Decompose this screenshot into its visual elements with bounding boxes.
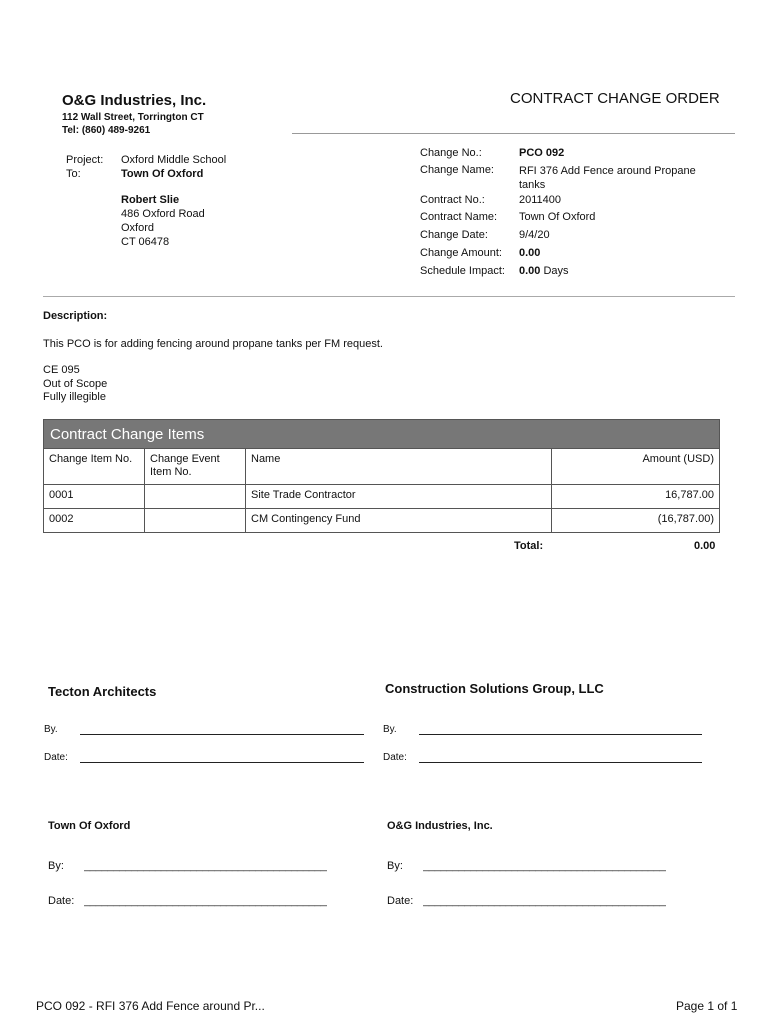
date-line[interactable] bbox=[80, 762, 364, 763]
contact-address-3: CT 06478 bbox=[121, 236, 170, 248]
change-name-value-line1: RFI 376 Add Fence around Propane bbox=[519, 165, 696, 177]
total-value: 0.00 bbox=[694, 540, 716, 552]
signatory-og-industries: O&G Industries, Inc. bbox=[387, 820, 493, 832]
signature-line[interactable] bbox=[419, 734, 702, 735]
contact-address-2: Oxford bbox=[121, 222, 155, 234]
header-divider bbox=[292, 133, 735, 134]
signatory-town-of-oxford: Town Of Oxford bbox=[48, 820, 131, 832]
date-label: Date: bbox=[387, 895, 414, 907]
footer-document-name: PCO 092 - RFI 376 Add Fence around Pr... bbox=[36, 999, 265, 1013]
schedule-impact-label: Schedule Impact: bbox=[420, 265, 505, 277]
date-label: Date: bbox=[44, 752, 68, 763]
section-divider bbox=[43, 296, 735, 297]
items-table-title: Contract Change Items bbox=[44, 420, 720, 449]
change-info-block bbox=[420, 147, 719, 283]
date-label: Date: bbox=[383, 752, 407, 763]
project-label: Project: bbox=[66, 154, 104, 166]
table-row bbox=[44, 509, 720, 533]
item-no: 0001 bbox=[44, 485, 145, 509]
by-label: By: bbox=[387, 860, 403, 872]
signatory-tecton: Tecton Architects bbox=[48, 684, 157, 699]
note-line: Out of Scope bbox=[43, 377, 108, 390]
col-header-change-event-line1: Change Event bbox=[150, 453, 220, 465]
signature-line[interactable]: _________________________________________ bbox=[84, 860, 327, 872]
document-title: CONTRACT CHANGE ORDER bbox=[510, 90, 720, 107]
date-label: Date: bbox=[48, 895, 75, 907]
change-items-table bbox=[43, 419, 720, 533]
footer-page-number: Page 1 of 1 bbox=[676, 999, 738, 1013]
telephone-line: Tel: (860) 489-9261 bbox=[62, 125, 151, 136]
col-header-change-item-no: Change Item No. bbox=[44, 449, 145, 485]
contact-name: Robert Slie bbox=[121, 194, 180, 206]
col-header-amount: Amount (USD) bbox=[552, 449, 720, 485]
to-value: Town Of Oxford bbox=[121, 168, 204, 180]
signature-line[interactable] bbox=[80, 734, 364, 735]
item-event bbox=[145, 509, 246, 533]
table-row bbox=[44, 485, 720, 509]
company-address bbox=[62, 111, 204, 137]
change-no-value: PCO 092 bbox=[519, 147, 565, 159]
signatory-csg: Construction Solutions Group, LLC bbox=[385, 681, 604, 696]
change-name-value-line2: tanks bbox=[519, 179, 546, 191]
contract-no-value: 2011400 bbox=[519, 194, 562, 206]
by-label: By: bbox=[48, 860, 64, 872]
change-date-value: 9/4/20 bbox=[519, 229, 550, 241]
item-name: CM Contingency Fund bbox=[246, 509, 552, 533]
col-header-change-event-line2: Item No. bbox=[150, 466, 192, 478]
total-label: Total: bbox=[514, 540, 544, 552]
description-label: Description: bbox=[43, 310, 108, 322]
item-amount: 16,787.00 bbox=[552, 485, 720, 509]
project-block bbox=[66, 153, 226, 249]
contract-name-label: Contract Name: bbox=[420, 211, 498, 223]
change-amount-value: 0.00 bbox=[519, 247, 541, 259]
item-no: 0002 bbox=[44, 509, 145, 533]
by-label: By. bbox=[383, 724, 397, 735]
change-no-label: Change No.: bbox=[420, 147, 482, 159]
company-name: O&G Industries, Inc. bbox=[62, 92, 207, 109]
date-line[interactable]: _________________________________________ bbox=[84, 895, 327, 907]
contract-name-value: Town Of Oxford bbox=[519, 211, 596, 223]
signature-line[interactable]: _________________________________________ bbox=[423, 860, 666, 872]
date-line[interactable]: _________________________________________ bbox=[423, 895, 666, 907]
note-line: CE 095 bbox=[43, 364, 80, 376]
item-name: Site Trade Contractor bbox=[246, 485, 552, 509]
change-amount-label: Change Amount: bbox=[420, 247, 502, 259]
description-text: This PCO is for adding fencing around propane tanks per FM request. bbox=[43, 338, 383, 350]
address-line: 112 Wall Street, Torrington CT bbox=[62, 112, 204, 123]
contract-no-label: Contract No.: bbox=[420, 194, 485, 206]
col-header-name: Name bbox=[246, 449, 552, 485]
contact-address-1: 486 Oxford Road bbox=[121, 208, 205, 220]
by-label: By. bbox=[44, 724, 58, 735]
item-event bbox=[145, 485, 246, 509]
date-line[interactable] bbox=[419, 762, 702, 763]
col-header-change-event bbox=[145, 449, 246, 485]
project-value: Oxford Middle School bbox=[121, 154, 227, 166]
schedule-impact-unit: Days bbox=[540, 265, 569, 277]
to-label: To: bbox=[66, 168, 81, 180]
description-notes bbox=[43, 364, 107, 405]
note-line: Fully illegible bbox=[43, 391, 106, 403]
item-amount: (16,787.00) bbox=[552, 509, 720, 533]
schedule-impact-value: 0.00 bbox=[519, 265, 541, 277]
change-name-label: Change Name: bbox=[420, 164, 494, 176]
change-date-label: Change Date: bbox=[420, 229, 488, 241]
